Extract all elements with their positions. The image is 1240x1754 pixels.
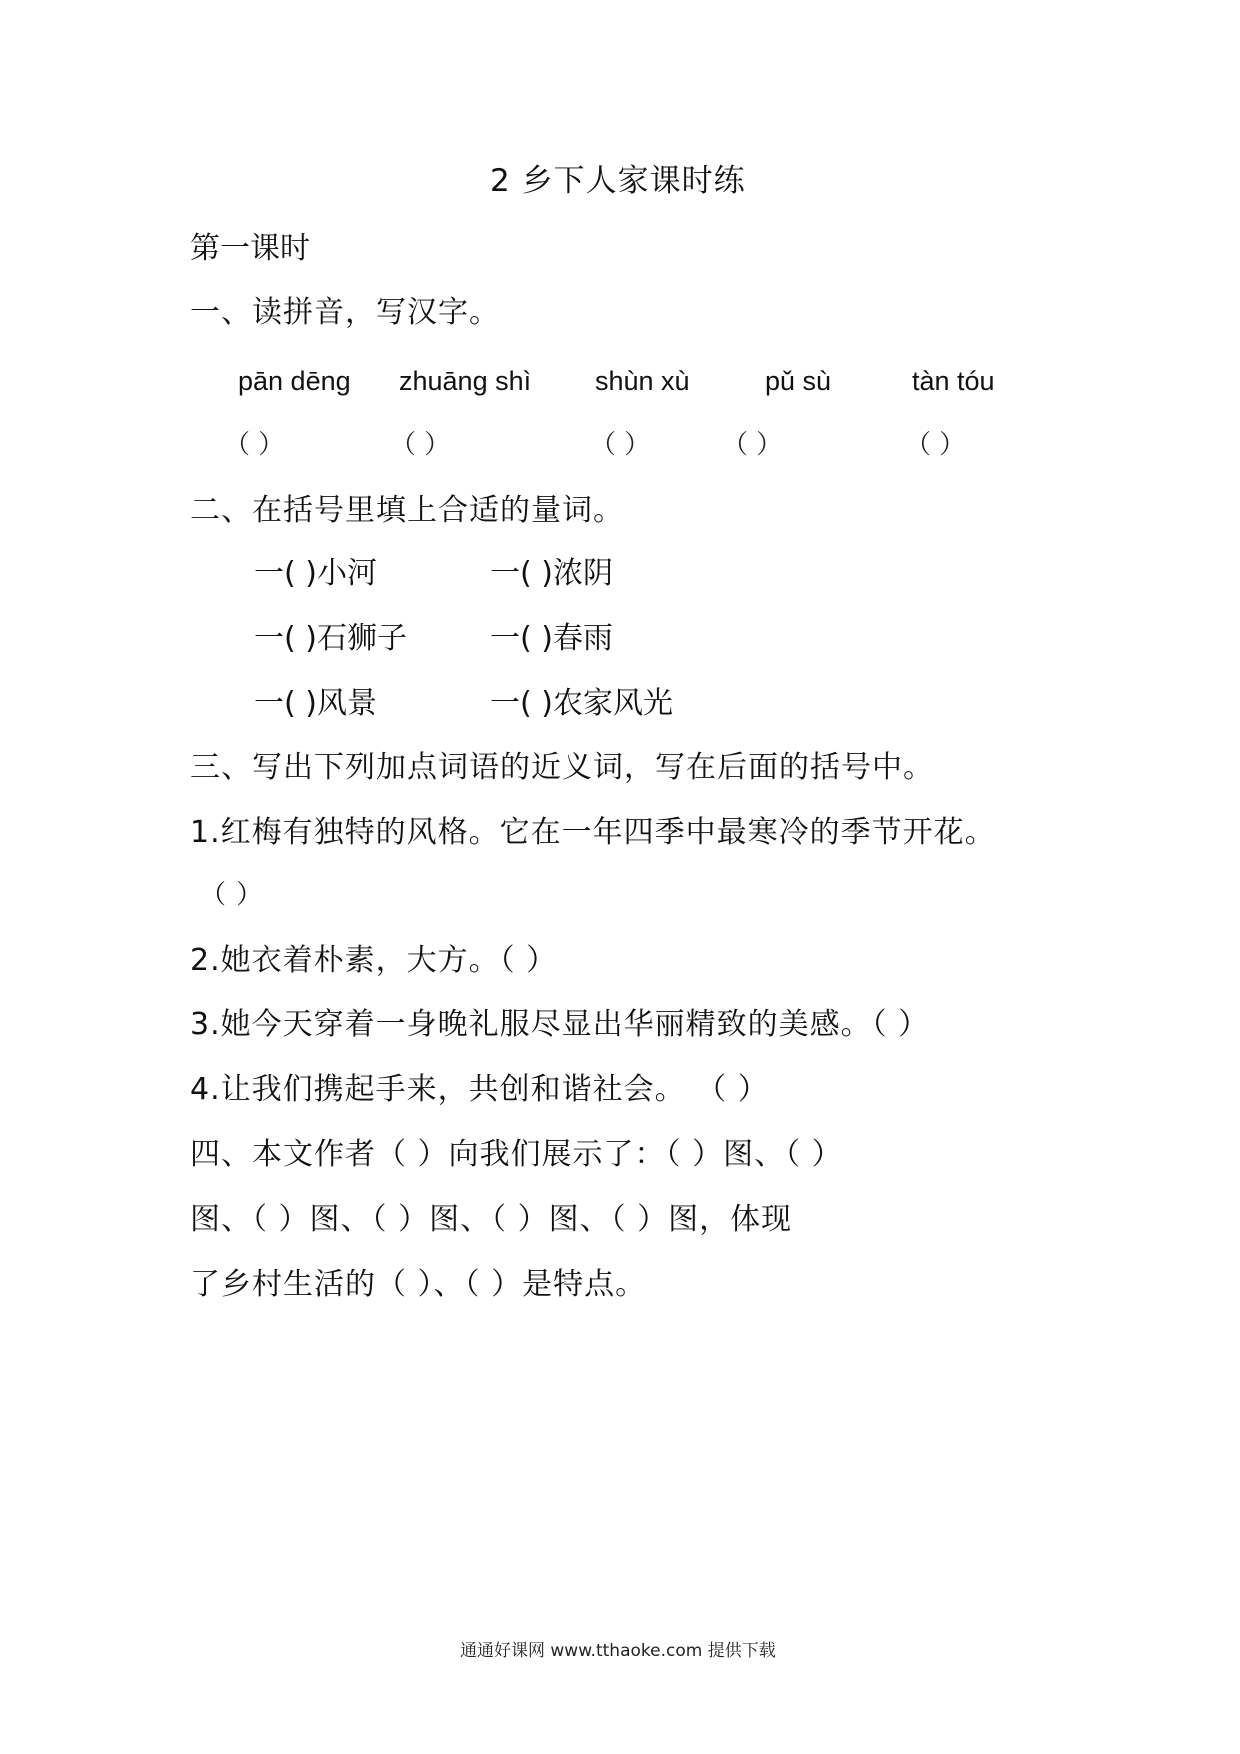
question-1: 1.红梅有独特的风格。它在一年四季中最寒冷的季节开花。 <box>190 815 996 850</box>
pinyin-item: zhuāng shì <box>399 366 532 396</box>
measure-word-item: 一( )农家风光 <box>490 686 673 721</box>
section2-heading: 二、在括号里填上合适的量词。 <box>190 493 624 528</box>
section3-heading: 三、写出下列加点词语的近义词，写在后面的括号中。 <box>190 750 934 785</box>
question-2: 2.她衣着朴素，大方。（ ） <box>190 943 558 978</box>
question-3: 3.她今天穿着一身晚礼服尽显出华丽精致的美感。（ ） <box>190 1007 930 1042</box>
answer-blank: （ ） <box>390 430 451 460</box>
section4-line2: 图、（ ）图、（ ）图、（ ）图、（ ）图，体现 <box>190 1202 793 1237</box>
answer-blank: （ ） <box>722 430 783 460</box>
measure-word-item: 一( )浓阴 <box>490 556 613 591</box>
measure-word-item: 一( )春雨 <box>490 621 613 656</box>
pinyin-item: pǔ sù <box>765 366 832 396</box>
question-1-blank: （ ） <box>200 880 264 910</box>
measure-word-item: 一( )石狮子 <box>254 621 407 656</box>
pinyin-item: tàn tóu <box>912 366 995 396</box>
footer-credit: 通通好课网 www.tthaoke.com 提供下载 <box>460 1641 776 1661</box>
section4-line1: 四、本文作者（ ）向我们展示了：（ ）图、（ ） <box>190 1137 843 1172</box>
answer-blank: （ ） <box>590 430 651 460</box>
section4-line3: 了乡村生活的（ ）、（ ）是特点。 <box>190 1267 647 1302</box>
section1-heading: 一、读拼音，写汉字。 <box>190 295 500 330</box>
question-4: 4.让我们携起手来，共创和谐社会。 （ ） <box>190 1072 769 1107</box>
answer-blank: （ ） <box>905 430 966 460</box>
pinyin-item: shùn xù <box>595 366 690 396</box>
lesson-label: 第一课时 <box>190 231 310 266</box>
pinyin-item: pān dēng <box>238 366 351 396</box>
measure-word-item: 一( )风景 <box>254 686 377 721</box>
answer-blank: （ ） <box>224 430 285 460</box>
page-title: 2 乡下人家课时练 <box>490 163 746 199</box>
measure-word-item: 一( )小河 <box>254 556 377 591</box>
